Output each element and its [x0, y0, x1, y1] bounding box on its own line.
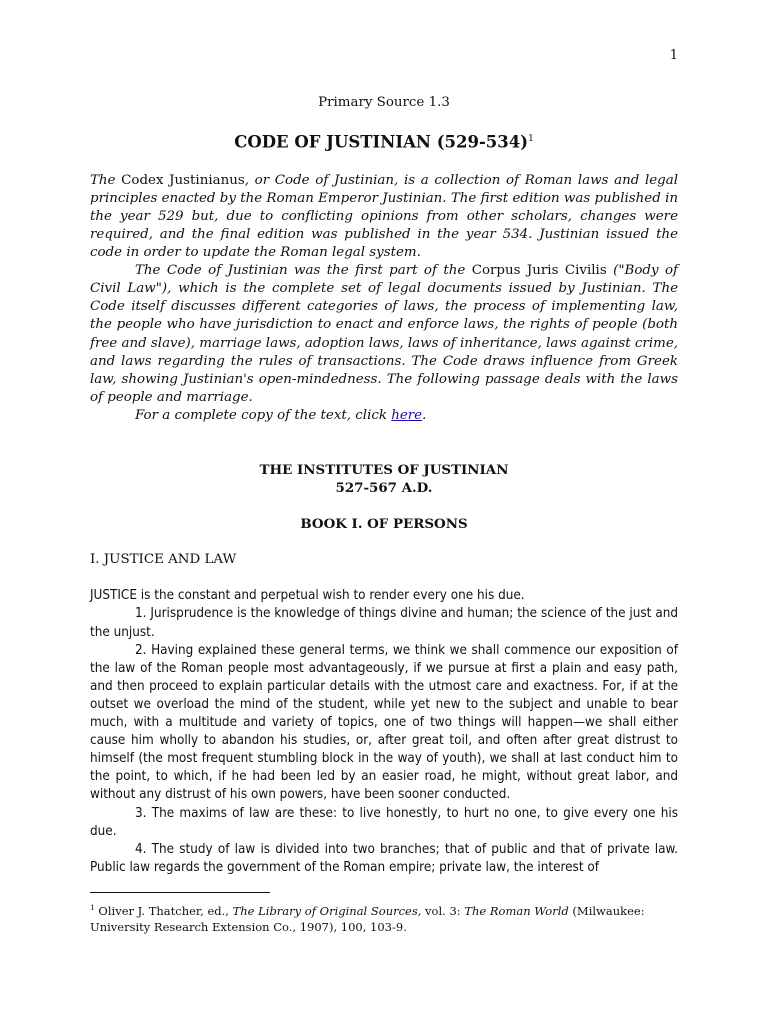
footnote-volume: The Roman World	[464, 903, 569, 918]
institutes-dates: 527-567 A.D.	[335, 480, 433, 497]
page-number: 1	[669, 48, 678, 63]
section-title: I. JUSTICE AND LAW	[90, 552, 237, 568]
here-link[interactable]: here	[391, 407, 423, 423]
intro-paragraph-3	[90, 407, 678, 425]
footnote-divider	[90, 892, 270, 893]
spacer	[90, 497, 678, 515]
intro-text: For a complete copy of the text, click	[135, 407, 392, 423]
document-title	[90, 130, 678, 152]
intro-paragraph-1	[90, 172, 678, 262]
intro-text: ("Body of Civil Law"), which is the complete set of legal documents issued by Justinian. The Code itself discusses different categories of laws, the process of implementing law, the people who have jurisdiction to enact and enforce laws, the rights of people (both free and slave), marriage laws, adoption laws, laws of inheritance, laws against crime, and laws regarding the rules of transactions. The Code draws influence from Greek law, showing Justinian's open-mindedness. The following passage deals with the laws of people and marriage.	[90, 263, 678, 405]
intro-paragraph-2	[90, 262, 678, 407]
body-paragraph-4: 4. The study of law is divided into two branches; that of public and that of private law. Public law regards the government of the Roman empire; private law, the interest of	[90, 841, 678, 875]
spacer	[90, 425, 678, 461]
title-text: CODE OF JUSTINIAN (529-534)	[234, 132, 529, 152]
institutes-title: THE INSTITUTES OF JUSTINIAN	[259, 462, 509, 478]
intro-text: .	[422, 407, 427, 423]
footnote-text: Oliver J. Thatcher, ed.,	[94, 903, 233, 918]
book-title: BOOK I. OF PERSONS	[300, 516, 468, 533]
codex-term: Codex Justinianus	[121, 172, 245, 188]
footnote-text: , vol. 3:	[417, 903, 465, 918]
body-paragraph-2: 2. Having explained these general terms, we think we shall commence our exposition of the law of the Roman people most advantageously, if we pursue at first a plain and easy path, and then proceed to explain particular details with the utmost care and exactness. For, if at the outset we overload the mind of the student, while yet new to the subject and unable to bear much, with a multitude and variety of topics, one of two things will happen—we shall either cause him wholly to abandon his studies, or, after great toil, and often after great distrust to himself (the most frequent stumbling block in the way of youth), we shall at last conduct him to the point, to which, if he had been led by an easier road, he might, without great labor, and without any distrust of his own powers, have been sooner conducted.	[90, 642, 678, 803]
title-footnote-mark[interactable]: 1	[528, 134, 534, 145]
footnote-text: (Milwaukee: University Research Extension Co., 1907), 100, 103-9.	[90, 903, 645, 934]
footnote-book: The Library of Original Sources	[232, 903, 418, 918]
justice-definition: JUSTICE is the constant and perpetual wish to render every one his due.	[90, 588, 525, 604]
body-paragraph-3: 3. The maxims of law are these: to live honestly, to hurt no one, to give every one his due.	[90, 805, 678, 839]
spacer	[90, 533, 678, 551]
body-paragraph-1: 1. Jurisprudence is the knowledge of things divine and human; the science of the just and the unjust.	[90, 606, 678, 640]
source-label: Primary Source 1.3	[318, 95, 450, 110]
footnote	[90, 900, 678, 935]
spacer	[90, 569, 678, 587]
intro-text: The Code of Justinian was the first part of the	[135, 263, 472, 279]
page-content	[90, 94, 678, 877]
corpus-term: Corpus Juris Civilis	[471, 263, 607, 279]
intro-text: , or Code of Justinian, is a collection of Roman laws and legal principles enacted by the Roman Emperor Justinian. The first edition was published in the year 529 but, due to conflicting opinions from other scholars, changes were required, and the final edition was published in the year 534. Justinian issued the code in order to update the Roman legal system.	[90, 172, 678, 261]
footnote-mark: 1	[90, 903, 95, 912]
intro-text: The	[90, 172, 122, 188]
